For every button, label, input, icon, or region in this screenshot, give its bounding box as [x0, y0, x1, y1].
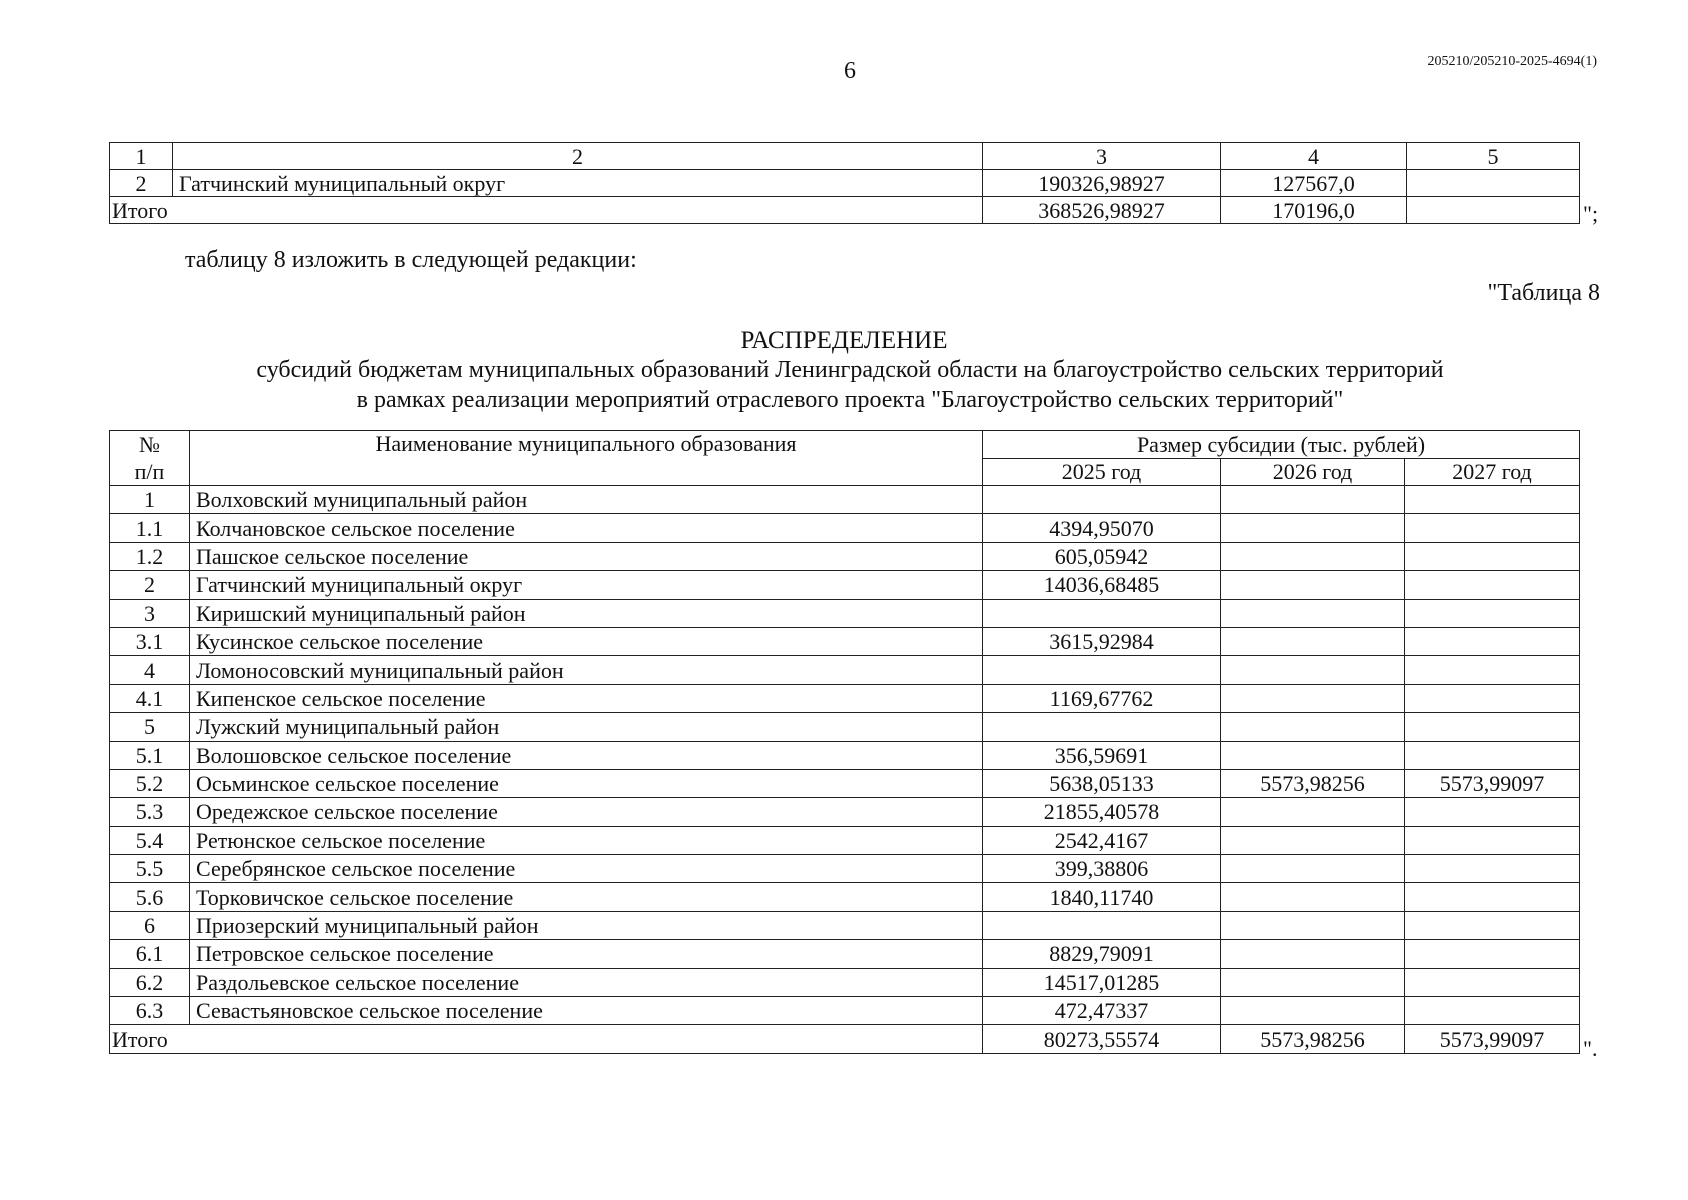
row-amount-2026: 5573,98256 [1221, 769, 1405, 797]
row-municipality-name: Раздольевское сельское поселение [190, 968, 983, 996]
row-municipality-name: Серебрянское сельское поселение [190, 855, 983, 883]
row-number: 6.2 [110, 968, 190, 996]
column-header-year-2026: 2026 год [1221, 458, 1405, 486]
column-header-amount: Размер субсидии (тыс. рублей) [983, 431, 1580, 459]
table-header-row [110, 143, 1580, 170]
row-amount-2027 [1405, 713, 1580, 741]
row-amount-2025: 4394,95070 [983, 514, 1221, 542]
row-municipality-name: Оредежское сельское поселение [190, 798, 983, 826]
row-amount-2025: 472,47337 [983, 997, 1221, 1025]
row-municipality-name: Кусинское сельское поселение [190, 627, 983, 655]
table-subtitle-line-1: субсидий бюджетам муниципальных образований Ленинградской области на благоустройство сельских территорий [256, 357, 1444, 383]
row-amount-2026 [1221, 997, 1405, 1025]
table-row [110, 713, 1580, 741]
row-municipality-name: Лужский муниципальный район [190, 713, 983, 741]
column-number-cell: 1 [110, 143, 173, 170]
row-municipality-name: Киришский муниципальный район [190, 599, 983, 627]
row-number: 5.6 [110, 883, 190, 911]
row-municipality-name: Ретюнское сельское поселение [190, 826, 983, 854]
row-number: 1.1 [110, 514, 190, 542]
table-row [110, 826, 1580, 854]
row-amount-2026 [1221, 599, 1405, 627]
row-number: 6 [110, 911, 190, 939]
row-municipality-name: Севастьяновское сельское поселение [190, 997, 983, 1025]
row-amount-2025: 21855,40578 [983, 798, 1221, 826]
row-number: 1 [110, 486, 190, 514]
table-row [110, 656, 1580, 684]
row-number: 5.1 [110, 741, 190, 769]
table2-closing-mark: ". [1583, 1036, 1598, 1061]
table-row [110, 486, 1580, 514]
row-amount-2025 [983, 713, 1221, 741]
table-row [110, 741, 1580, 769]
table-header-row [110, 431, 1580, 459]
instruction-text: таблицу 8 изложить в следующей редакции: [185, 247, 637, 273]
row-value-3: 190326,98927 [983, 170, 1221, 197]
table-row [110, 883, 1580, 911]
row-amount-2027 [1405, 514, 1580, 542]
total-row [110, 1025, 1580, 1053]
row-value-4: 127567,0 [1221, 170, 1407, 197]
row-municipality-name: Волошовское сельское поселение [190, 741, 983, 769]
table-row [110, 798, 1580, 826]
row-amount-2027 [1405, 627, 1580, 655]
row-amount-2027: 5573,99097 [1405, 769, 1580, 797]
row-amount-2025: 14036,68485 [983, 571, 1221, 599]
row-amount-2027 [1405, 997, 1580, 1025]
row-name: Гатчинский муниципальный округ [173, 170, 983, 197]
row-amount-2026 [1221, 627, 1405, 655]
column-number-cell: 5 [1407, 143, 1580, 170]
total-2025: 80273,55574 [983, 1025, 1221, 1053]
total-label: Итого [110, 197, 983, 224]
column-header-name: Наименование муниципального образования [190, 431, 983, 486]
column-number-cell: 4 [1221, 143, 1407, 170]
row-amount-2026 [1221, 542, 1405, 570]
column-header-year-2025: 2025 год [983, 458, 1221, 486]
row-number: 5.3 [110, 798, 190, 826]
row-amount-2025 [983, 911, 1221, 939]
table-subtitle-line-2: в рамках реализации мероприятий отраслевого проекта "Благоустройство сельских территорий" [356, 387, 1344, 413]
row-number: 5.4 [110, 826, 190, 854]
subsidy-distribution-table [109, 430, 1580, 1054]
row-municipality-name: Пашское сельское поселение [190, 542, 983, 570]
total-value-3: 368526,98927 [983, 197, 1221, 224]
total-row [110, 197, 1580, 224]
row-amount-2027 [1405, 656, 1580, 684]
row-municipality-name: Осьминское сельское поселение [190, 769, 983, 797]
total-value-4: 170196,0 [1221, 197, 1407, 224]
total-value-5 [1407, 197, 1580, 224]
row-amount-2025: 1840,11740 [983, 883, 1221, 911]
column-header-year-2027: 2027 год [1405, 458, 1580, 486]
table-row [110, 627, 1580, 655]
row-amount-2025: 1169,67762 [983, 684, 1221, 712]
row-amount-2026 [1221, 911, 1405, 939]
row-amount-2026 [1221, 826, 1405, 854]
document-id: 205210/205210-2025-4694(1) [1427, 54, 1597, 69]
row-amount-2026 [1221, 741, 1405, 769]
row-municipality-name: Волховский муниципальный район [190, 486, 983, 514]
row-amount-2026 [1221, 514, 1405, 542]
row-number: 2 [110, 571, 190, 599]
column-header-number-line1: № [139, 432, 160, 457]
table-row [110, 911, 1580, 939]
row-number: 3.1 [110, 627, 190, 655]
row-amount-2026 [1221, 571, 1405, 599]
row-amount-2027 [1405, 599, 1580, 627]
total-label: Итого [110, 1025, 983, 1053]
row-amount-2025 [983, 656, 1221, 684]
table-row [110, 599, 1580, 627]
row-amount-2025: 5638,05133 [983, 769, 1221, 797]
row-amount-2026 [1221, 713, 1405, 741]
row-amount-2025: 399,38806 [983, 855, 1221, 883]
table-row [110, 542, 1580, 570]
row-amount-2025 [983, 599, 1221, 627]
row-amount-2027 [1405, 911, 1580, 939]
row-amount-2026 [1221, 798, 1405, 826]
table-row [110, 769, 1580, 797]
row-amount-2027 [1405, 741, 1580, 769]
row-number: 5.5 [110, 855, 190, 883]
table1-closing-mark: "; [1583, 201, 1599, 226]
row-amount-2027 [1405, 826, 1580, 854]
table-row [110, 514, 1580, 542]
row-amount-2027 [1405, 968, 1580, 996]
row-amount-2026 [1221, 486, 1405, 514]
table-row [110, 571, 1580, 599]
row-amount-2027 [1405, 940, 1580, 968]
row-amount-2026 [1221, 656, 1405, 684]
row-amount-2026 [1221, 968, 1405, 996]
row-number: 6.1 [110, 940, 190, 968]
row-amount-2025: 3615,92984 [983, 627, 1221, 655]
table-caption: "Таблица 8 [1487, 280, 1600, 306]
row-amount-2027 [1405, 798, 1580, 826]
row-amount-2026 [1221, 684, 1405, 712]
row-amount-2027 [1405, 684, 1580, 712]
table-row [110, 855, 1580, 883]
previous-table-continuation [109, 142, 1580, 224]
row-amount-2027 [1405, 542, 1580, 570]
row-number: 2 [110, 170, 173, 197]
row-municipality-name: Колчановское сельское поселение [190, 514, 983, 542]
column-number-cell: 2 [173, 143, 983, 170]
row-number: 4.1 [110, 684, 190, 712]
table-title: РАСПРЕДЕЛЕНИЕ [740, 327, 948, 354]
row-number: 3 [110, 599, 190, 627]
row-amount-2025: 8829,79091 [983, 940, 1221, 968]
row-number: 6.3 [110, 997, 190, 1025]
row-municipality-name: Приозерский муниципальный район [190, 911, 983, 939]
row-amount-2025: 14517,01285 [983, 968, 1221, 996]
row-number: 1.2 [110, 542, 190, 570]
row-municipality-name: Гатчинский муниципальный округ [190, 571, 983, 599]
row-amount-2027 [1405, 855, 1580, 883]
row-municipality-name: Петровское сельское поселение [190, 940, 983, 968]
table-row [110, 940, 1580, 968]
row-amount-2026 [1221, 855, 1405, 883]
total-2027: 5573,99097 [1405, 1025, 1580, 1053]
column-number-cell: 3 [983, 143, 1221, 170]
row-municipality-name: Ломоносовский муниципальный район [190, 656, 983, 684]
row-number: 4 [110, 656, 190, 684]
row-amount-2025 [983, 486, 1221, 514]
row-amount-2026 [1221, 940, 1405, 968]
table-row [110, 997, 1580, 1025]
row-number: 5.2 [110, 769, 190, 797]
row-number: 5 [110, 713, 190, 741]
row-amount-2025: 356,59691 [983, 741, 1221, 769]
row-amount-2027 [1405, 571, 1580, 599]
column-header-number [110, 431, 190, 486]
total-2026: 5573,98256 [1221, 1025, 1405, 1053]
row-amount-2025: 2542,4167 [983, 826, 1221, 854]
column-header-number-line2: п/п [134, 459, 165, 484]
row-amount-2027 [1405, 883, 1580, 911]
row-amount-2025: 605,05942 [983, 542, 1221, 570]
table-row [110, 968, 1580, 996]
table-row [110, 170, 1580, 197]
table-row [110, 684, 1580, 712]
row-amount-2027 [1405, 486, 1580, 514]
page-number: 6 [844, 58, 856, 84]
row-municipality-name: Торковичское сельское поселение [190, 883, 983, 911]
row-value-5 [1407, 170, 1580, 197]
row-municipality-name: Кипенское сельское поселение [190, 684, 983, 712]
row-amount-2026 [1221, 883, 1405, 911]
